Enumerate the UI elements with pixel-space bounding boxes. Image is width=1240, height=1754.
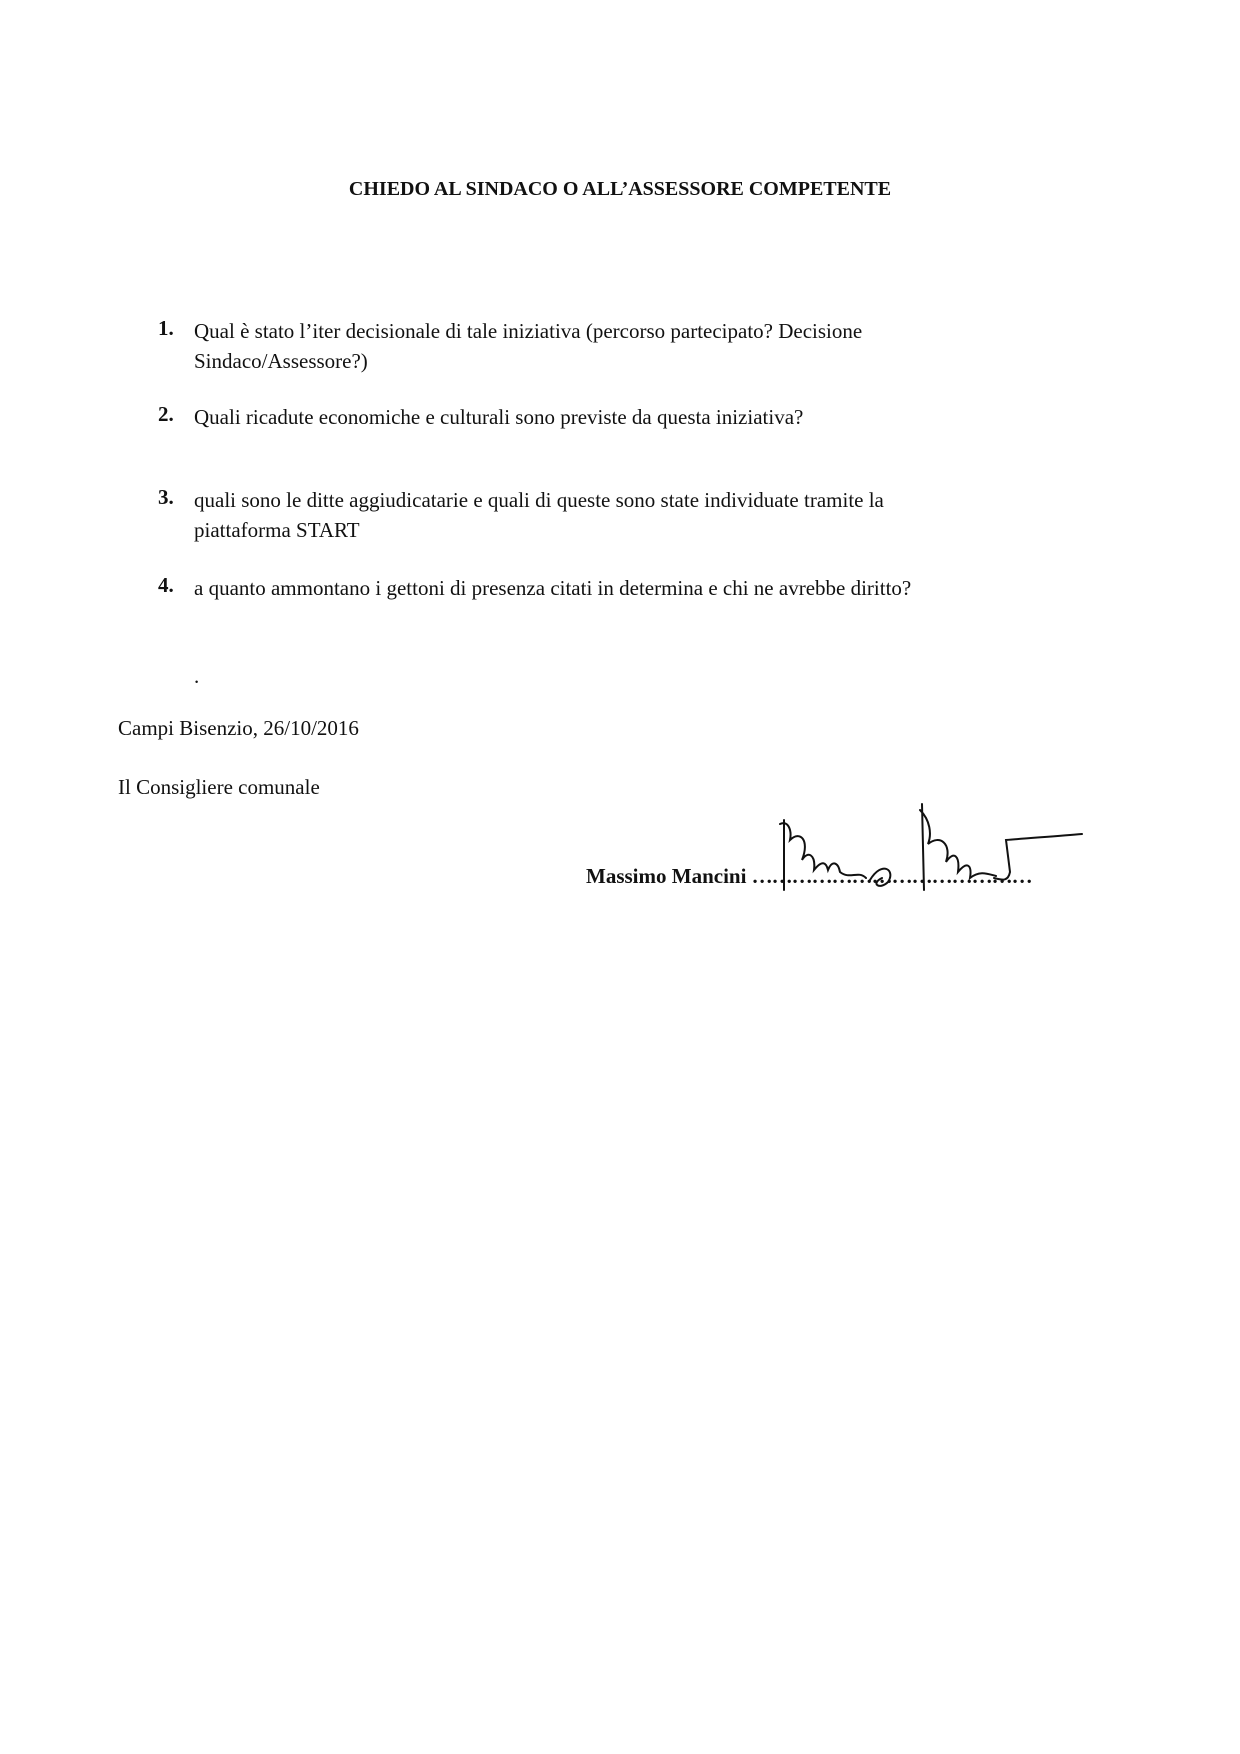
question-number: 3. [158,485,174,509]
role-label: Il Consigliere comunale [118,775,320,799]
question-line: quali sono le ditte aggiudicatarie e quali di queste sono state individuate tramite la [194,488,884,512]
question-number: 4. [158,573,174,597]
document-title: CHIEDO AL SINDACO O ALL’ASSESSORE COMPETENTE [348,178,892,200]
question-text [194,485,884,545]
question-line: a quanto ammontano i gettoni di presenza citati in determina e chi ne avrebbe diritto? [194,576,912,600]
signatory-name: Massimo Mancini [586,864,747,888]
question-text [194,402,803,432]
handwritten-signature [770,800,1090,895]
question-number: 1. [158,316,174,340]
question-line: Quali ricadute economiche e culturali sono previste da questa iniziativa? [194,405,804,429]
question-line: piattaforma START [194,518,360,542]
question-number: 2. [158,402,174,426]
question-text [194,573,911,603]
question-text [194,316,862,376]
place-date: Campi Bisenzio, 26/10/2016 [118,716,359,740]
signature-dots: …………………………………… [751,864,1032,888]
question-line: Sindaco/Assessore?) [194,349,368,373]
question-line: Qual è stato l’iter decisionale di tale iniziativa (percorso partecipato? Decisione [194,319,863,343]
stray-dot: . [194,664,200,688]
